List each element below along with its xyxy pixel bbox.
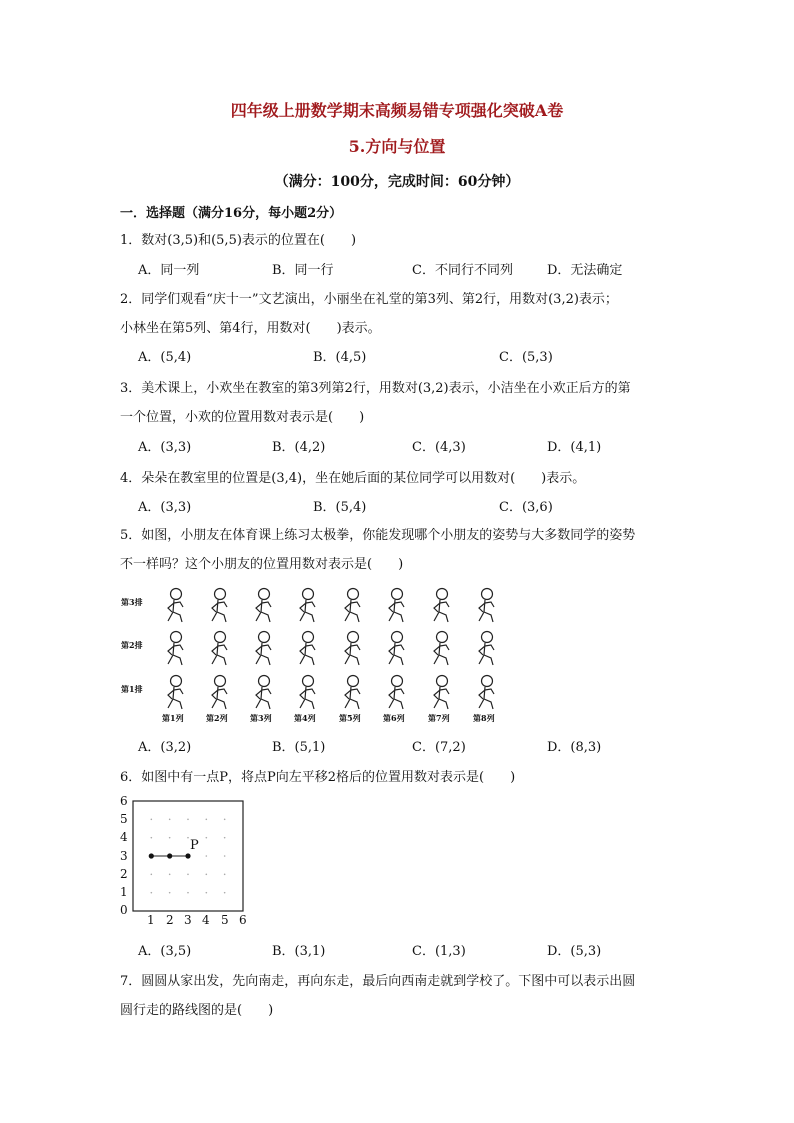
exam-meta: （满分：100分，完成时间：60分钟） [274,174,520,190]
q3-option-d: D．(4,1) [547,440,602,455]
q2-option-a: A．(5,4) [138,350,192,365]
question-3-line1: 3．美术课上，小欢坐在教室的第3列第2行，用数对(3,2)表示，小洁坐在小欢正后方的第 [120,381,631,396]
child-figure [168,589,183,623]
y-tick-2: 2 [120,867,128,881]
tai-chi-figure [150,580,520,710]
y-tick-3: 3 [120,849,128,863]
child-figure [345,632,360,666]
x-tick-5: 5 [221,913,229,927]
coordinate-grid [132,800,248,916]
child-figure [168,632,183,666]
question-6: 6．如图中有一点P，将点P向左平移2格后的位置用数对表示是( ) [120,770,516,785]
child-figure [300,676,315,710]
col-label-7: 第7列 [428,713,450,723]
question-7-line2: 圆行走的路线图的是( ) [120,1003,274,1018]
row-label-2: 第2排 [121,640,143,650]
child-figure [212,632,227,666]
q5-option-b: B．(5,1) [272,740,326,755]
question-3-line2: 一个位置，小欢的位置用数对表示是( ) [120,410,365,425]
child-figure [389,676,404,710]
y-tick-1: 1 [120,885,128,899]
child-figure [479,589,494,623]
q2-option-c: C．(5,3) [499,350,553,365]
x-tick-6: 6 [239,913,247,927]
child-figure [345,589,360,623]
child-figure [300,632,315,666]
q3-option-b: B．(4,2) [272,440,326,455]
q6-option-d: D．(5,3) [547,944,602,959]
child-figure [256,676,271,710]
x-tick-1: 1 [147,913,155,927]
q4-option-b: B．(5,4) [313,500,367,515]
q6-option-b: B．(3,1) [272,944,326,959]
q6-option-c: C．(1,3) [412,944,466,959]
q5-option-a: A．(3,2) [138,740,192,755]
q2-option-b: B．(4,5) [313,350,367,365]
q1-option-b: B．同一行 [272,263,334,278]
child-figure [389,632,404,666]
question-4: 4．朵朵在教室里的位置是(3,4)，坐在她后面的某位同学可以用数对( )表示。 [120,471,586,486]
q3-option-c: C．(4,3) [412,440,466,455]
page-title: 四年级上册数学期末高频易错专项强化突破A卷 [230,101,564,120]
q6-option-a: A．(3,5) [138,944,192,959]
y-tick-0: 0 [120,903,128,917]
child-figure [256,632,271,666]
child-figure [479,632,494,666]
child-figure [345,676,360,710]
row-label-3: 第3排 [121,597,143,607]
child-figure [434,589,449,623]
child-figure [434,632,449,666]
q1-option-d: D．无法确定 [547,263,623,278]
child-figure [168,676,183,710]
q3-option-a: A．(3,3) [138,440,192,455]
child-figure [434,676,449,710]
x-tick-4: 4 [202,913,210,927]
q4-option-a: A．(3,3) [138,500,192,515]
q1-option-a: A．同一列 [138,263,200,278]
y-tick-6: 6 [120,794,128,808]
x-tick-3: 3 [184,913,192,927]
child-figure [256,589,271,623]
q5-option-c: C．(7,2) [412,740,466,755]
x-tick-2: 2 [166,913,174,927]
question-7-line1: 7．圆圆从家出发，先向南走，再向东走，最后向西南走就到学校了。下图中可以表示出圆 [120,974,636,989]
child-figure [479,676,494,710]
col-label-2: 第2列 [206,713,228,723]
child-figure [389,589,404,623]
q4-option-c: C．(3,6) [499,500,553,515]
question-5-line1: 5．如图，小朋友在体育课上练习太极拳，你能发现哪个小朋友的姿势与大多数同学的姿势 [120,528,636,543]
q5-option-d: D．(8,3) [547,740,602,755]
child-figure [212,676,227,710]
section-heading: 一．选择题（满分16分，每小题2分） [120,206,343,221]
row-label-1: 第1排 [121,684,143,694]
col-label-5: 第5列 [339,713,361,723]
question-5-line2: 不一样吗？这个小朋友的位置用数对表示是( ) [120,557,404,572]
point-p-label: P [190,838,199,853]
child-figure [212,589,227,623]
question-1: 1．数对(3,5)和(5,5)表示的位置在( ) [120,233,357,248]
q1-option-c: C．不同行不同列 [412,263,513,278]
question-2-line2: 小林坐在第5列、第4行，用数对( )表示。 [120,321,381,336]
y-tick-5: 5 [120,812,128,826]
y-tick-4: 4 [120,830,128,844]
col-label-3: 第3列 [250,713,272,723]
col-label-8: 第8列 [473,713,495,723]
col-label-1: 第1列 [162,713,184,723]
col-label-6: 第6列 [383,713,405,723]
child-figure [300,589,315,623]
col-label-4: 第4列 [294,713,316,723]
question-2-line1: 2．同学们观看“庆十一”文艺演出，小丽坐在礼堂的第3列、第2行，用数对(3,2)表示； [120,292,618,307]
unit-title: 5.方向与位置 [348,137,446,156]
